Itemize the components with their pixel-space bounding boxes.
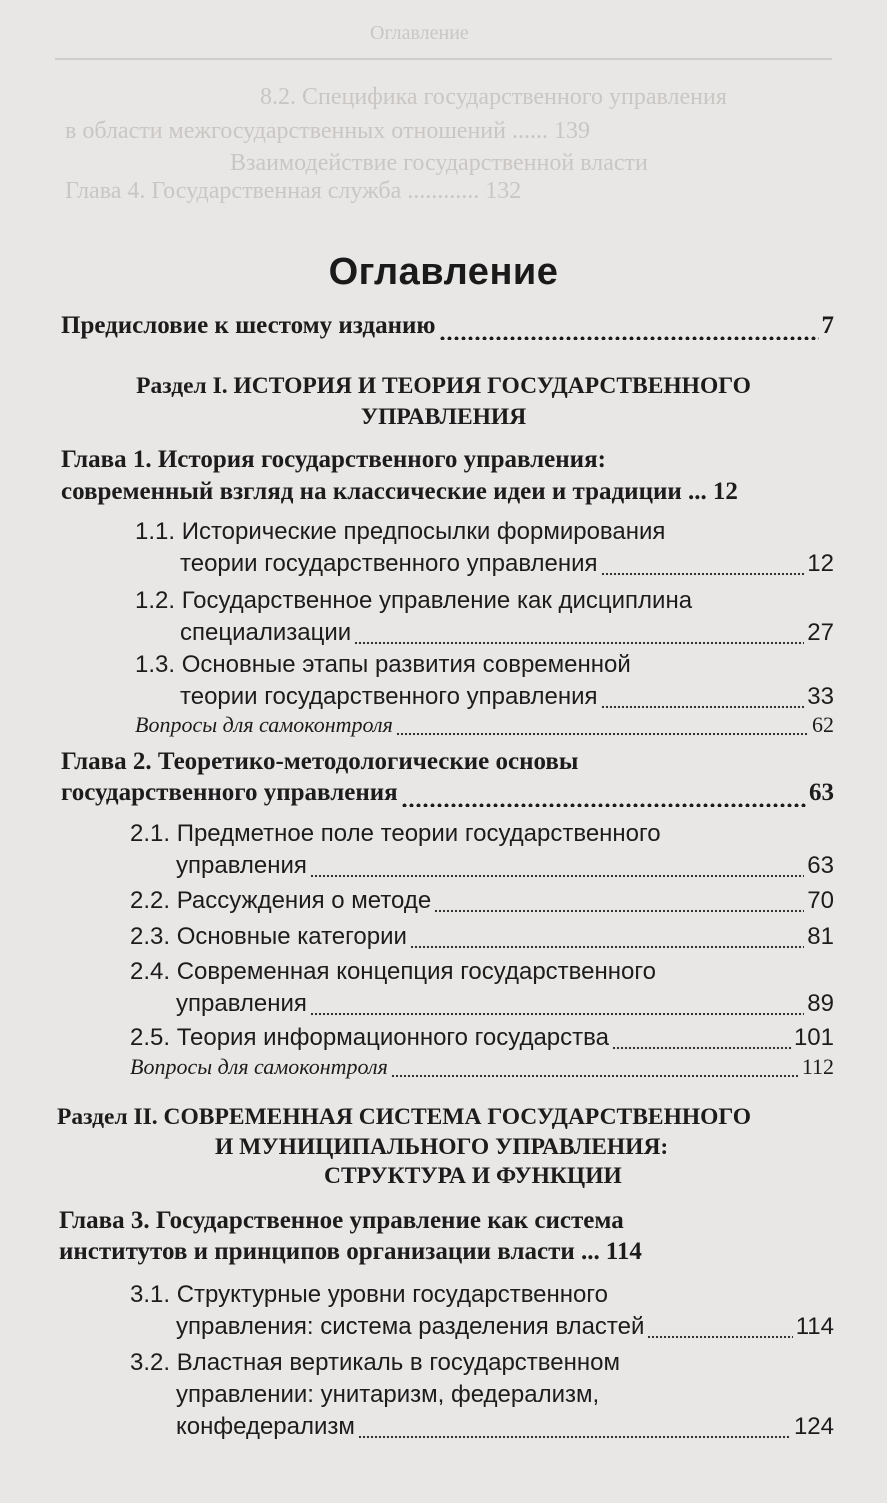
page-number: 27 xyxy=(807,619,834,646)
toc-entry-2-1[interactable]: 2.1. Предметное поле теории государственного xyxy=(130,820,661,847)
entry-label: 2.2. Рассуждения о методе xyxy=(130,887,432,914)
dot-leader xyxy=(434,887,804,915)
dot-leader xyxy=(391,1054,799,1080)
entry-label: 2.5. Теория информационного государства xyxy=(130,1024,609,1051)
page-number: 89 xyxy=(807,990,834,1017)
page-number: 70 xyxy=(807,887,834,914)
page-number: 114 xyxy=(795,1313,834,1340)
entry-label: 2.3. Основные категории xyxy=(130,923,407,950)
dot-leader xyxy=(310,852,804,880)
page-title: Оглавление xyxy=(328,251,559,294)
page-number: 63 xyxy=(809,779,834,806)
entry-label: управления xyxy=(176,990,307,1017)
toc-entry-1-3[interactable]: 1.3. Основные этапы развития современной xyxy=(135,651,631,678)
chapter-heading[interactable]: Глава 3. Государственное управление как система xyxy=(59,1207,624,1234)
toc-entry-1-1-cont[interactable] xyxy=(180,550,834,578)
toc-entry-chapter-3[interactable] xyxy=(59,1238,834,1266)
entry-label: специализации xyxy=(180,619,352,646)
toc-entry-1-2-cont[interactable] xyxy=(180,619,834,647)
section-heading-continuation xyxy=(324,1163,622,1190)
entry-label: конфедерализм xyxy=(176,1413,355,1440)
dot-leader xyxy=(401,779,806,807)
dot-leader xyxy=(358,1413,791,1441)
show-through-text: Оглавление xyxy=(370,22,469,44)
toc-entry-2-3[interactable] xyxy=(130,923,834,951)
toc-entry-3-1[interactable]: 3.1. Структурные уровни государственного xyxy=(130,1281,608,1308)
toc-entry-questions-1[interactable] xyxy=(135,712,834,738)
dot-leader xyxy=(310,990,804,1018)
section-heading-continuation xyxy=(0,404,887,431)
page-number: 12 xyxy=(807,550,834,577)
page-number: 101 xyxy=(793,1024,834,1051)
section-heading xyxy=(0,373,887,400)
section-heading xyxy=(57,1104,751,1131)
toc-entry-3-1-cont[interactable] xyxy=(176,1313,834,1341)
toc-entry-1-3-cont[interactable] xyxy=(180,683,834,711)
entry-label: Вопросы для самоконтроля xyxy=(135,712,393,737)
section-title-line: И МУНИЦИПАЛЬНОГО УПРАВЛЕНИЯ: xyxy=(215,1134,669,1160)
entry-label: теории государственного управления xyxy=(180,550,598,577)
toc-entry-2-2[interactable] xyxy=(130,887,834,915)
toc-entry-2-4-cont[interactable] xyxy=(176,990,834,1018)
page-number: 112 xyxy=(801,1054,834,1079)
page-number: 124 xyxy=(793,1413,834,1440)
toc-entry-chapter-1[interactable] xyxy=(61,478,834,506)
toc-entry-3-2-cont[interactable] xyxy=(176,1413,834,1441)
toc-entry-2-5[interactable] xyxy=(130,1024,834,1052)
page-number: 114 xyxy=(605,1238,642,1265)
page-number: 33 xyxy=(807,683,834,710)
entry-label: современный взгляд на классические идеи и традиции ... xyxy=(61,478,707,505)
section-prefix: Раздел I. xyxy=(136,373,228,399)
toc-entry-chapter-2[interactable] xyxy=(61,779,834,807)
entry-label: институтов и принципов организации власти ... xyxy=(59,1238,600,1265)
toc-entry-preface[interactable] xyxy=(61,312,834,340)
page-number: 12 xyxy=(712,478,738,505)
entry-label: управления xyxy=(176,852,307,879)
section-title-line: СОВРЕМЕННАЯ СИСТЕМА ГОСУДАРСТВЕННОГО xyxy=(163,1104,752,1130)
dot-leader xyxy=(439,312,819,340)
show-through-rule xyxy=(55,58,832,60)
dot-leader xyxy=(410,923,804,951)
page-number: 62 xyxy=(812,712,834,737)
toc-entry-3-2-cont[interactable]: управлении: унитаризм, федерализм, xyxy=(176,1381,600,1408)
toc-entry-questions-2[interactable] xyxy=(130,1054,834,1080)
section-title-line: ИСТОРИЯ И ТЕОРИЯ ГОСУДАРСТВЕННОГО xyxy=(233,373,751,399)
entry-label: государственного управления xyxy=(61,779,398,806)
show-through-text: 8.2. Специфика государственного управления xyxy=(260,84,727,110)
toc-entry-1-2[interactable]: 1.2. Государственное управление как дисциплина xyxy=(135,587,693,614)
chapter-heading[interactable]: Глава 1. История государственного управления: xyxy=(61,446,606,473)
toc-entry-3-2[interactable]: 3.2. Властная вертикаль в государственном xyxy=(130,1349,620,1376)
page-number: 63 xyxy=(807,852,834,879)
show-through-text: Взаимодействие государственной власти xyxy=(230,150,648,176)
show-through-text: Глава 4. Государственная служба ............ 132 xyxy=(65,178,522,204)
section-title-line: УПРАВЛЕНИЯ xyxy=(360,404,527,430)
dot-leader xyxy=(647,1313,792,1341)
chapter-heading[interactable]: Глава 2. Теоретико-методологические основы xyxy=(61,748,579,775)
toc-entry-2-1-cont[interactable] xyxy=(176,852,834,880)
dot-leader xyxy=(396,712,809,738)
section-heading-continuation xyxy=(215,1134,668,1161)
dot-leader xyxy=(601,683,805,711)
section-prefix: Раздел II. xyxy=(57,1104,158,1130)
dot-leader xyxy=(354,619,804,647)
show-through-text: в области межгосударственных отношений ...... 139 xyxy=(65,118,590,144)
dot-leader xyxy=(612,1024,791,1052)
page-number: 7 xyxy=(821,312,834,339)
toc-entry-2-4[interactable]: 2.4. Современная концепция государственного xyxy=(130,958,656,985)
section-title-line: СТРУКТУРА И ФУНКЦИИ xyxy=(324,1163,622,1189)
toc-entry-1-1[interactable]: 1.1. Исторические предпосылки формирования xyxy=(135,518,666,545)
dot-leader xyxy=(601,550,805,578)
page-number: 81 xyxy=(807,923,834,950)
entry-label: теории государственного управления xyxy=(180,683,598,710)
entry-label: управления: система разделения властей xyxy=(176,1313,645,1340)
entry-label: Предисловие к шестому изданию xyxy=(61,312,436,339)
entry-label: Вопросы для самоконтроля xyxy=(130,1054,388,1079)
